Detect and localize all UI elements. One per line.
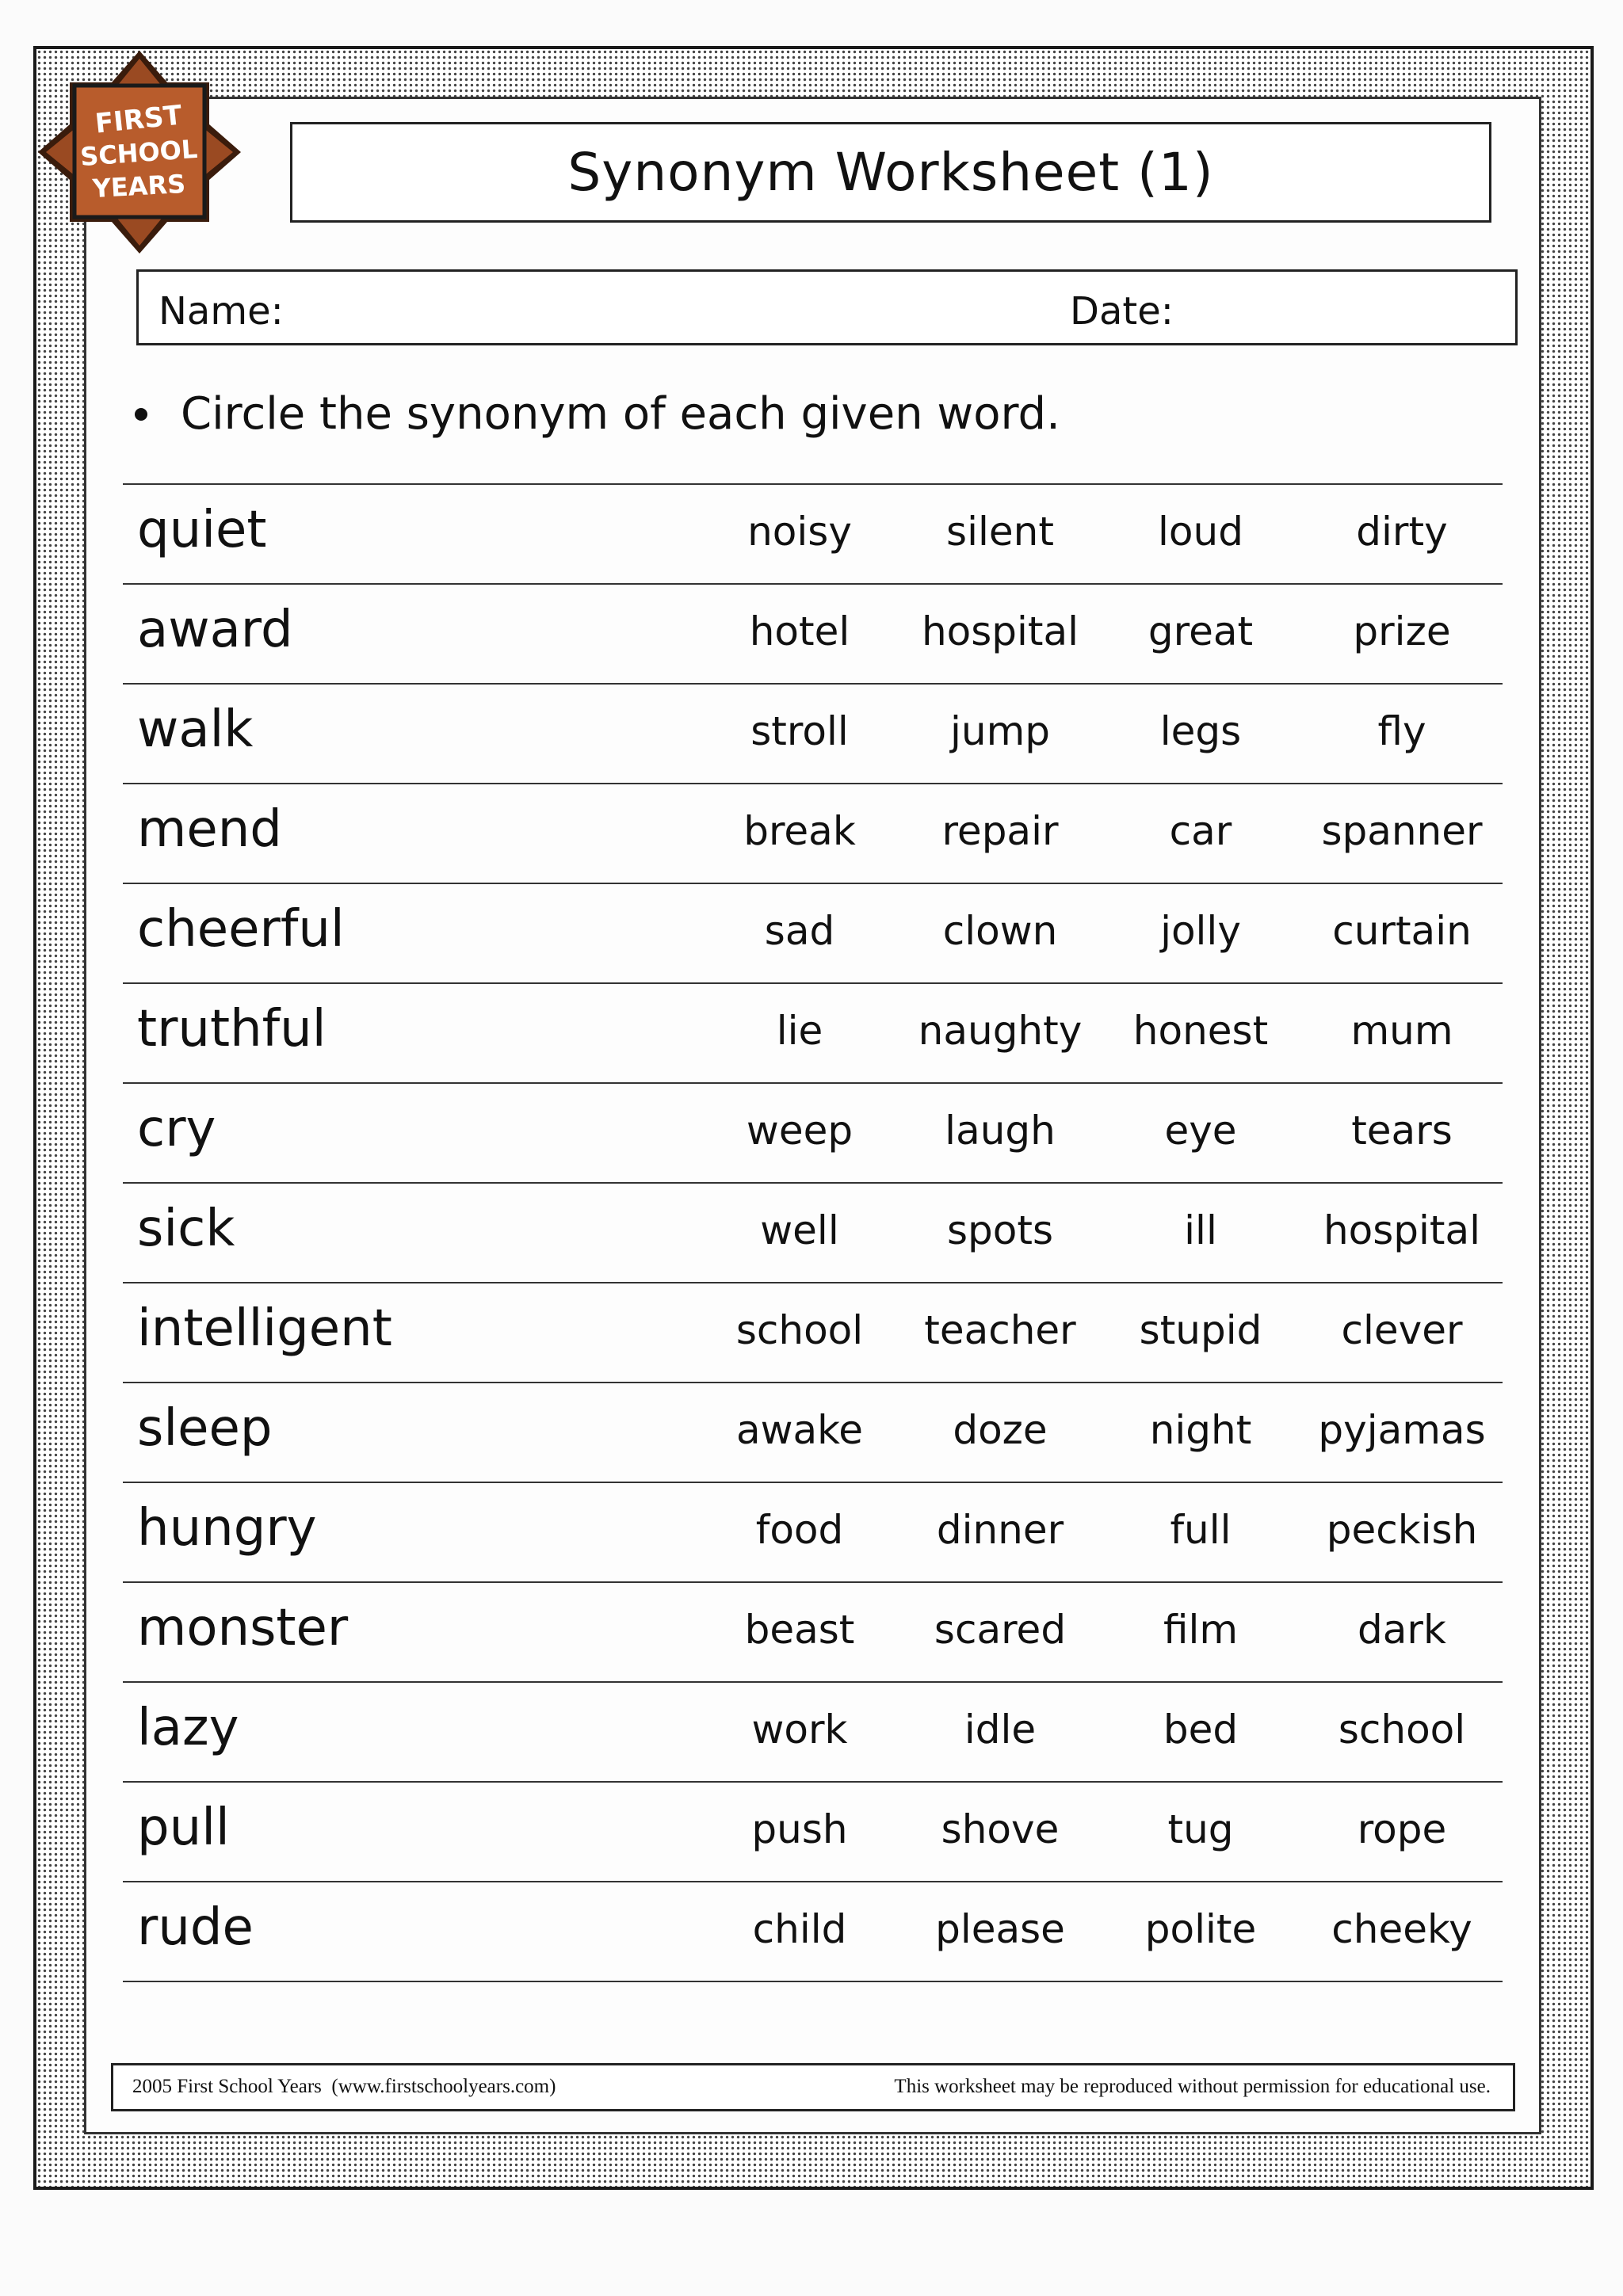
- answer-option[interactable]: school: [735, 1307, 864, 1353]
- table-row: [123, 485, 1503, 585]
- logo-text-first: FIRST: [94, 99, 184, 140]
- answer-option[interactable]: work: [751, 1707, 848, 1753]
- answer-option[interactable]: curtain: [1332, 908, 1472, 954]
- answer-option[interactable]: repair: [941, 808, 1059, 854]
- table-row: [123, 1084, 1503, 1184]
- answer-option[interactable]: dirty: [1356, 509, 1448, 555]
- answer-option[interactable]: shove: [941, 1806, 1060, 1852]
- given-word: mend: [137, 800, 282, 859]
- first-school-years-logo: [36, 49, 242, 255]
- answer-option[interactable]: sad: [764, 908, 835, 954]
- worksheet-title: Synonym Worksheet (1): [567, 142, 1214, 203]
- given-word: sleep: [137, 1399, 273, 1458]
- answer-option[interactable]: prize: [1353, 608, 1451, 654]
- answer-option[interactable]: loud: [1158, 509, 1243, 555]
- answer-option[interactable]: hotel: [749, 608, 850, 654]
- answer-option[interactable]: lie: [776, 1008, 823, 1054]
- given-word: lazy: [137, 1699, 239, 1757]
- answer-option[interactable]: clown: [942, 908, 1058, 954]
- table-row: [123, 1483, 1503, 1583]
- instruction: [135, 388, 1060, 440]
- answer-option[interactable]: scared: [934, 1607, 1067, 1653]
- name-label: Name:: [158, 289, 284, 334]
- table-row: [123, 585, 1503, 685]
- answer-option[interactable]: full: [1170, 1507, 1232, 1553]
- answer-option[interactable]: well: [760, 1207, 839, 1253]
- answer-option[interactable]: laugh: [945, 1108, 1056, 1154]
- answer-option[interactable]: break: [743, 808, 856, 854]
- answer-option[interactable]: please: [935, 1906, 1065, 1952]
- table-row: [123, 784, 1503, 884]
- answer-option[interactable]: polite: [1144, 1906, 1257, 1952]
- table-row: [123, 984, 1503, 1084]
- answer-option[interactable]: noisy: [747, 509, 852, 555]
- table-row: [123, 1583, 1503, 1683]
- given-word: monster: [137, 1599, 349, 1657]
- answer-option[interactable]: film: [1163, 1607, 1239, 1653]
- answer-option[interactable]: hospital: [921, 608, 1079, 654]
- table-row: [123, 1184, 1503, 1283]
- answer-option[interactable]: peckish: [1326, 1507, 1478, 1553]
- given-word: truthful: [137, 1000, 327, 1058]
- given-word: cheerful: [137, 900, 345, 959]
- given-word: walk: [137, 700, 254, 759]
- given-word: hungry: [137, 1499, 317, 1558]
- given-word: cry: [137, 1100, 216, 1158]
- answer-option[interactable]: beast: [744, 1607, 855, 1653]
- given-word: quiet: [137, 501, 267, 559]
- answer-option[interactable]: legs: [1159, 708, 1242, 754]
- answer-option[interactable]: jump: [949, 708, 1051, 754]
- answer-option[interactable]: awake: [735, 1407, 864, 1453]
- given-word: rude: [137, 1898, 254, 1957]
- answer-option[interactable]: rope: [1357, 1806, 1447, 1852]
- answer-option[interactable]: stroll: [750, 708, 849, 754]
- answer-option[interactable]: food: [755, 1507, 844, 1553]
- answer-option[interactable]: push: [751, 1806, 848, 1852]
- footer: [111, 2063, 1515, 2111]
- given-word: award: [137, 601, 293, 659]
- answer-option[interactable]: silent: [946, 509, 1054, 555]
- answer-option[interactable]: tears: [1351, 1108, 1453, 1154]
- answer-option[interactable]: mum: [1350, 1008, 1453, 1054]
- answer-option[interactable]: stupid: [1139, 1307, 1262, 1353]
- table-row: [123, 1783, 1503, 1882]
- answer-option[interactable]: weep: [746, 1108, 854, 1154]
- answer-option[interactable]: doze: [953, 1407, 1048, 1453]
- table-row: [123, 1882, 1503, 1982]
- logo-text-school: SCHOOL: [79, 133, 199, 173]
- table-row: [123, 1283, 1503, 1383]
- answer-option[interactable]: child: [752, 1906, 847, 1952]
- instruction-text: Circle the synonym of each given word.: [181, 388, 1060, 440]
- answer-option[interactable]: night: [1149, 1407, 1252, 1453]
- answer-option[interactable]: naughty: [918, 1008, 1083, 1054]
- given-word: sick: [137, 1199, 235, 1258]
- answer-option[interactable]: honest: [1132, 1008, 1269, 1054]
- answer-option[interactable]: bed: [1163, 1707, 1239, 1753]
- answer-option[interactable]: pyjamas: [1318, 1407, 1486, 1453]
- answer-option[interactable]: car: [1169, 808, 1232, 854]
- date-label: Date:: [1070, 289, 1174, 334]
- answer-option[interactable]: tug: [1167, 1806, 1234, 1852]
- answer-option[interactable]: fly: [1377, 708, 1426, 754]
- answer-option[interactable]: clever: [1341, 1307, 1463, 1353]
- answer-option[interactable]: idle: [964, 1707, 1037, 1753]
- footer-copyright: 2005 First School Years (www.firstschoolyears.com): [132, 2076, 556, 2097]
- synonym-table: [123, 483, 1503, 1982]
- table-row: [123, 1683, 1503, 1783]
- answer-option[interactable]: dinner: [936, 1507, 1064, 1553]
- answer-option[interactable]: dark: [1358, 1607, 1446, 1653]
- answer-option[interactable]: jolly: [1160, 908, 1241, 954]
- answer-option[interactable]: ill: [1184, 1207, 1217, 1253]
- answer-option[interactable]: great: [1148, 608, 1254, 654]
- given-word: intelligent: [137, 1299, 392, 1358]
- table-row: [123, 1383, 1503, 1483]
- logo-text-years: YEARS: [91, 168, 187, 204]
- answer-option[interactable]: eye: [1164, 1108, 1237, 1154]
- name-date-box: [136, 269, 1518, 345]
- worksheet-title-box: [290, 122, 1491, 223]
- footer-permission: This worksheet may be reproduced without permission for educational use.: [894, 2076, 1491, 2097]
- answer-option[interactable]: cheeky: [1331, 1906, 1472, 1952]
- answer-option[interactable]: hospital: [1323, 1207, 1481, 1253]
- table-row: [123, 884, 1503, 984]
- table-row: [123, 685, 1503, 784]
- answer-option[interactable]: spanner: [1321, 808, 1483, 854]
- given-word: pull: [137, 1798, 230, 1857]
- answer-option[interactable]: school: [1338, 1707, 1466, 1753]
- answer-option[interactable]: teacher: [924, 1307, 1076, 1353]
- answer-option[interactable]: spots: [946, 1207, 1054, 1253]
- bullet-icon: [135, 408, 147, 421]
